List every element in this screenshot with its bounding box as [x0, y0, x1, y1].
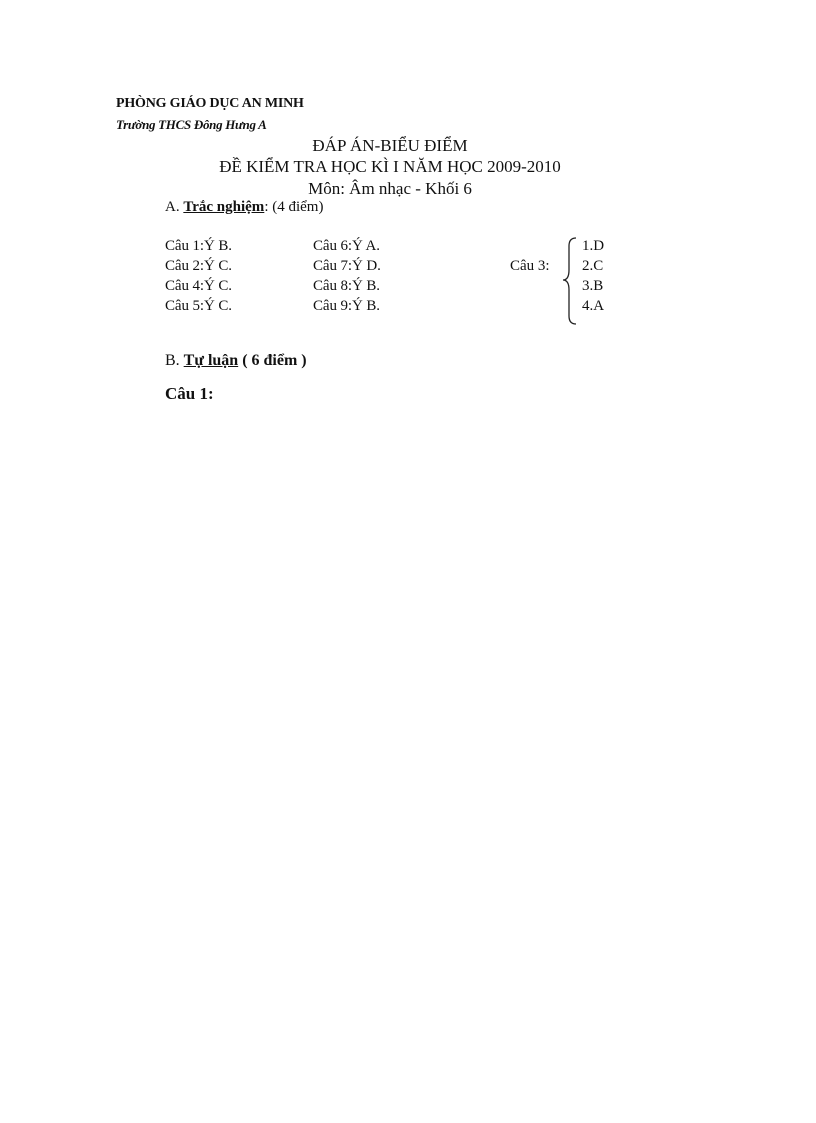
- question-3-label: Câu 3:: [510, 258, 550, 274]
- department-name: PHÒNG GIÁO DỤC AN MINH: [116, 96, 304, 111]
- doc-title: ĐÁP ÁN-BIỂU ĐIỂM: [312, 136, 468, 155]
- doc-subtitle: ĐỀ KIỂM TRA HỌC KÌ I NĂM HỌC 2009-2010: [219, 157, 561, 176]
- section-a-heading: [165, 199, 323, 216]
- section-a-prefix: A.: [165, 199, 180, 215]
- left-brace-icon: [560, 236, 580, 326]
- q3-option: 4.A: [582, 298, 605, 314]
- answer-item: Câu 7:Ý D.: [313, 258, 381, 274]
- q3-option: 2.C: [582, 258, 604, 274]
- answer-item: Câu 6:Ý A.: [313, 238, 380, 254]
- subject-line: Môn: Âm nhạc - Khối 6: [308, 179, 472, 198]
- section-b-heading: [165, 352, 307, 370]
- q3-option: 1.D: [582, 238, 605, 254]
- answer-item: Câu 4:Ý C.: [165, 278, 232, 294]
- answer-item: Câu 1:Ý B.: [165, 238, 232, 254]
- q3-option: 3.B: [582, 278, 604, 294]
- school-name: Trường THCS Đông Hưng A: [116, 117, 267, 132]
- answer-item: Câu 8:Ý B.: [313, 278, 380, 294]
- section-a-title: Trắc nghiệm: [183, 199, 265, 215]
- answer-item: Câu 9:Ý B.: [313, 298, 380, 314]
- section-b-prefix: B.: [165, 352, 180, 369]
- section-b-title: Tự luận: [183, 352, 239, 369]
- answer-item: Câu 2:Ý C.: [165, 258, 232, 274]
- answer-item: Câu 5:Ý C.: [165, 298, 232, 314]
- section-a-points: : (4 điểm): [264, 199, 324, 215]
- question-1-heading: Câu 1:: [165, 384, 214, 403]
- section-b-points: ( 6 điểm ): [238, 352, 307, 369]
